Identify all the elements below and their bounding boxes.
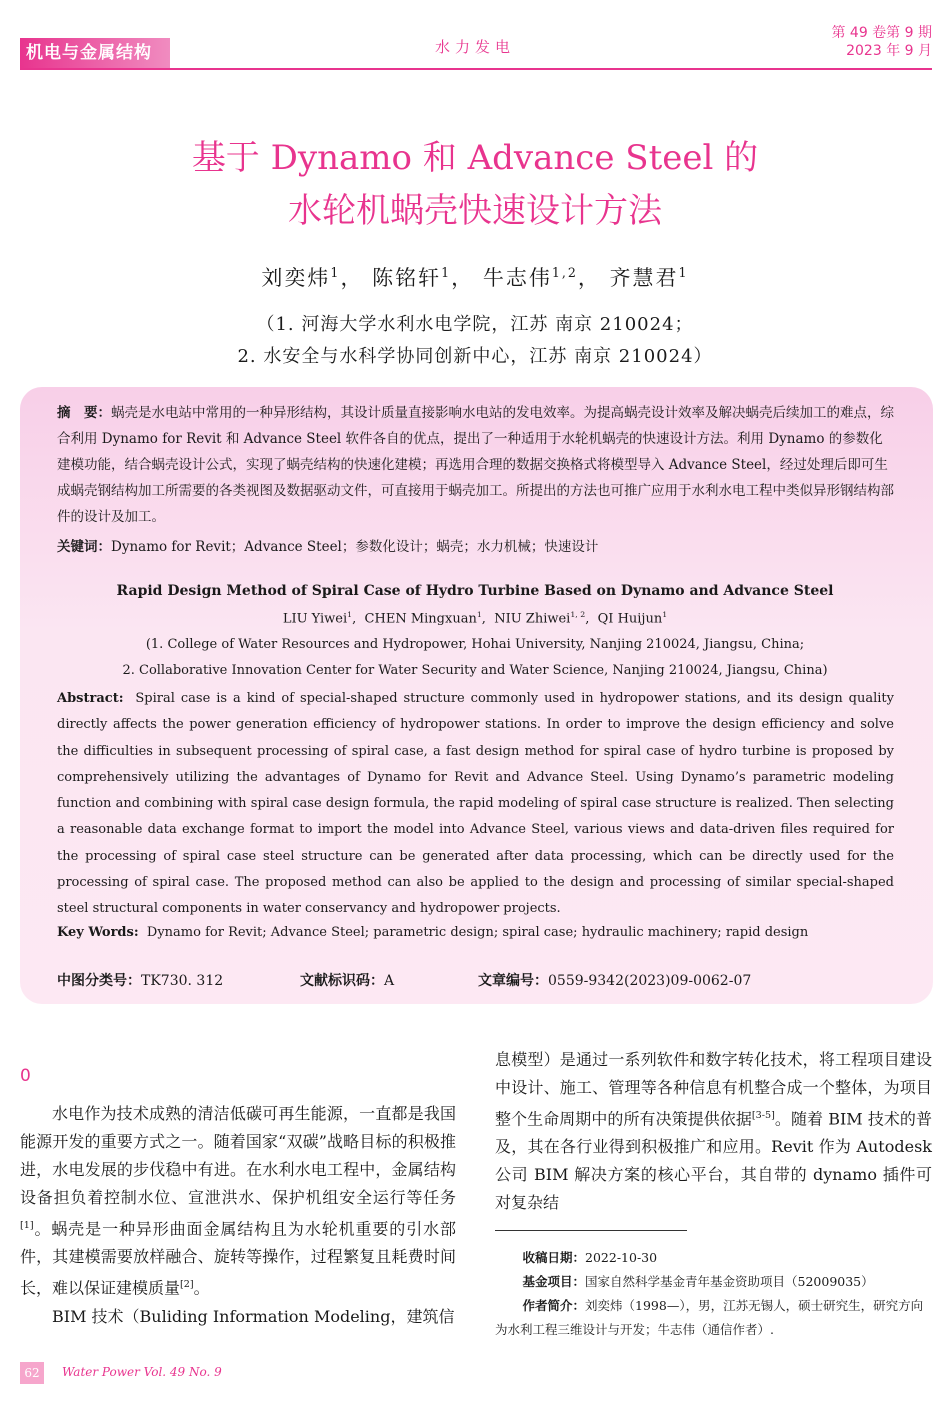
author-sup: 1 bbox=[678, 265, 689, 280]
authors: 刘奕炜$^1$， 陈铭轩$^1$， 牛志伟$^{1,2}$， 齐慧君$^1$ bbox=[261, 265, 689, 290]
footnote-text: 国家自然科学基金青年基金资助项目（52009035） bbox=[585, 1274, 874, 1289]
author-sup: 1 bbox=[330, 265, 341, 280]
journal-name: 水力发电 bbox=[434, 38, 515, 56]
body-text: 。蜗壳是一种异形曲面金属结构且为水轮机重要的引水部件，其建模需要放样融合、旋转等操作，过程繁复且耗费时间长，难以保证建模质量 bbox=[20, 1219, 456, 1298]
author-name: 陈铭轩 bbox=[372, 266, 442, 290]
volume-issue: 第 49 卷第 9 期 bbox=[831, 25, 932, 41]
body-paragraph bbox=[20, 1100, 456, 1303]
abstract-cn-label: 摘 要： bbox=[57, 405, 111, 421]
keywords-en-text: Dynamo for Revit; Advance Steel; parametric design; spiral case; hydraulic machinery; rapid design bbox=[146, 925, 809, 940]
footnote-label: 收稿日期： bbox=[522, 1250, 586, 1265]
footnote-author bbox=[495, 1294, 932, 1342]
clc-value: TK730. 312 bbox=[141, 973, 224, 989]
body-text: 。 bbox=[193, 1278, 210, 1298]
author-name: 牛志伟 bbox=[482, 266, 552, 290]
en-author-sup: 1 bbox=[347, 610, 353, 619]
affiliation-2: 2. 水安全与水科学协同创新中心，江苏 南京 210024） bbox=[237, 346, 713, 367]
footnotes bbox=[495, 1246, 932, 1342]
english-authors: LIU Yiwei$^1$, CHEN Mingxuan$^1$, NIU Zhiwei$^{1, 2}$, QI Huijun$^1$ bbox=[282, 610, 668, 627]
abstract-cn bbox=[57, 400, 894, 530]
english-affiliation-1: (1. College of Water Resources and Hydropower, Hohai University, Nanjing 210024, Jiangsu, China; bbox=[145, 637, 805, 652]
abstract-en bbox=[57, 686, 894, 923]
title-line-1 bbox=[0, 130, 950, 179]
en-author-sup: 1, 2 bbox=[570, 610, 586, 619]
document-code-value: A bbox=[384, 973, 395, 989]
issue-date: 2023 年 9 月 bbox=[846, 43, 932, 59]
en-author-name: LIU Yiwei bbox=[282, 611, 348, 627]
citation: [1] bbox=[20, 1220, 34, 1231]
footnote-text: 2022-10-30 bbox=[585, 1250, 658, 1265]
keywords-en-label: Key Words: bbox=[57, 925, 139, 940]
footnote-label: 作者简介： bbox=[522, 1298, 586, 1313]
keywords-cn bbox=[57, 535, 894, 555]
clc-label: 中图分类号： bbox=[57, 973, 141, 989]
title-cn-1: 基于 bbox=[191, 138, 271, 178]
en-author-name: NIU Zhiwei bbox=[494, 611, 571, 627]
abstract-en-label: Abstract: bbox=[57, 691, 124, 706]
footnote-text: 刘奕炜（1998—），男，江苏无锡人，硕士研究生，研究方向为水利工程三维设计与开发；牛志伟（通信作者）. bbox=[495, 1298, 924, 1337]
title-cn-2: 和 bbox=[411, 138, 468, 178]
citation: [3-5] bbox=[751, 1110, 775, 1121]
body-text: 息模型）是通过一系列软件和数字转化技术，将工程项目建设中设计、施工、管理等各种信息有机整合成一个整体，为项目整个生命周期中的所有决策提供依据 bbox=[495, 1050, 932, 1129]
article-number bbox=[478, 970, 751, 990]
clc-number bbox=[57, 970, 223, 990]
document-code bbox=[300, 970, 394, 990]
en-author-name: CHEN Mingxuan bbox=[364, 611, 477, 627]
article-number-value: 0559-9342(2023)09-0062-07 bbox=[548, 973, 752, 989]
en-author-sup: 1 bbox=[662, 610, 668, 619]
document-code-label: 文献标识码： bbox=[300, 973, 384, 989]
article-number-label: 文章编号： bbox=[478, 973, 548, 989]
author-name: 齐慧君 bbox=[609, 266, 679, 290]
en-author-sup: 1 bbox=[476, 610, 482, 619]
keywords-cn-text: Dynamo for Revit；Advance Steel；参数化设计；蜗壳；水力机械；快速设计 bbox=[111, 539, 599, 555]
en-author-name: QI Huijun bbox=[597, 611, 663, 627]
issue-info bbox=[831, 24, 932, 60]
author-name: 刘奕炜 bbox=[261, 266, 331, 290]
section-number: 0 bbox=[20, 1066, 31, 1086]
footnote-received bbox=[495, 1246, 932, 1270]
body-text: 水电作为技术成熟的清洁低碳可再生能源，一直都是我国能源开发的重要方式之一。随着国家“双碳”战略目标的积极推进，水电发展的步伐稳中有进。在水利水电工程中，金属结构设备担负着控制水位、宣泄洪水、保护机组安全运行等任务 bbox=[20, 1104, 456, 1207]
body-text: 。随着 BIM 技术的普及，其在各行业得到积极推广和应用。Revit 作为 Autodesk 公司 BIM 解决方案的核心平台，其自带的 dynamo 插件可对复杂结 bbox=[495, 1109, 932, 1213]
author-sup: 1 bbox=[441, 265, 452, 280]
english-title: Rapid Design Method of Spiral Case of Hydro Turbine Based on Dynamo and Advance Steel bbox=[116, 583, 834, 599]
title-cn-3: 的 bbox=[713, 138, 759, 178]
footnote-fund bbox=[495, 1270, 932, 1294]
citation: [2] bbox=[180, 1279, 194, 1291]
footnote-label: 基金项目： bbox=[522, 1274, 586, 1289]
keywords-en bbox=[57, 925, 894, 940]
affiliation-1: （1. 河海大学水利水电学院，江苏 南京 210024； bbox=[256, 314, 694, 335]
section-badge: 机电与金属结构 bbox=[20, 38, 170, 68]
header-rule bbox=[20, 68, 932, 70]
footer-journal: Water Power Vol. 49 No. 9 bbox=[62, 1365, 222, 1379]
body-paragraph: BIM 技术（Buliding Information Modeling，建筑信 bbox=[52, 1306, 455, 1326]
page-number: 62 bbox=[20, 1362, 44, 1384]
body-paragraph bbox=[495, 1046, 932, 1217]
keywords-cn-label: 关键词： bbox=[57, 539, 111, 555]
abstract-cn-text: 蜗壳是水电站中常用的一种异形结构，其设计质量直接影响水电站的发电效率。为提高蜗壳设计效率及解决蜗壳后续加工的难点，综合利用 Dynamo for Revit 和 Advance Steel 软件各自的优点，提出了一种适用于水轮机蜗壳的快速设计方法。利用 Dynamo 的参数化建模功能，结合蜗壳设计公式，实现了蜗壳结构的快速化建模；再选用合理的数据交换格式将模型导入 Advance Steel，经过处理后即可生成蜗壳钢结构加工所需要的各类视图及数据驱动文件，可直接用于蜗壳加工。所提出的方法也可推广应用于水利水电工程中类似异形钢结构部件的设计及加工。 bbox=[57, 405, 894, 525]
body-right-column bbox=[495, 1046, 932, 1217]
abstract-en-text: Spiral case is a kind of special-shaped structure commonly used in hydropower stations, and its design quality directly affects the power generation efficiency of hydropower stations. In order to improve the design efficiency and solve the difficulties in subsequent processing of spiral case, a fast design method for spiral case of hydro turbine is proposed by comprehensively utilizing the advantages of Dynamo for Revit and Advance Steel. Using Dynamo’s parametric modeling function and combining with spiral case design formula, the rapid modeling of spiral case structure is realized. Then selecting a reasonable data exchange format to import the model into Advance Steel, various views and data-driven files required for the processing of spiral case steel structure can be generated after data processing, which can be directly used for the processing of spiral case. The proposed method can also be applied to the design and processing of similar special-shaped steel structural components in water conservancy and hydropower projects. bbox=[57, 691, 894, 917]
title-line-2: 水轮机蜗壳快速设计方法 bbox=[288, 191, 662, 231]
footnote-rule bbox=[495, 1230, 687, 1231]
author-sup: 1,2 bbox=[551, 265, 578, 280]
english-affiliation-2: 2. Collaborative Innovation Center for Water Security and Water Science, Nanjing 210024, Jiangsu, China) bbox=[122, 663, 828, 678]
title-latin-2: Advance Steel bbox=[467, 138, 714, 178]
title-latin-1: Dynamo bbox=[270, 138, 412, 178]
body-left-column bbox=[20, 1100, 456, 1331]
